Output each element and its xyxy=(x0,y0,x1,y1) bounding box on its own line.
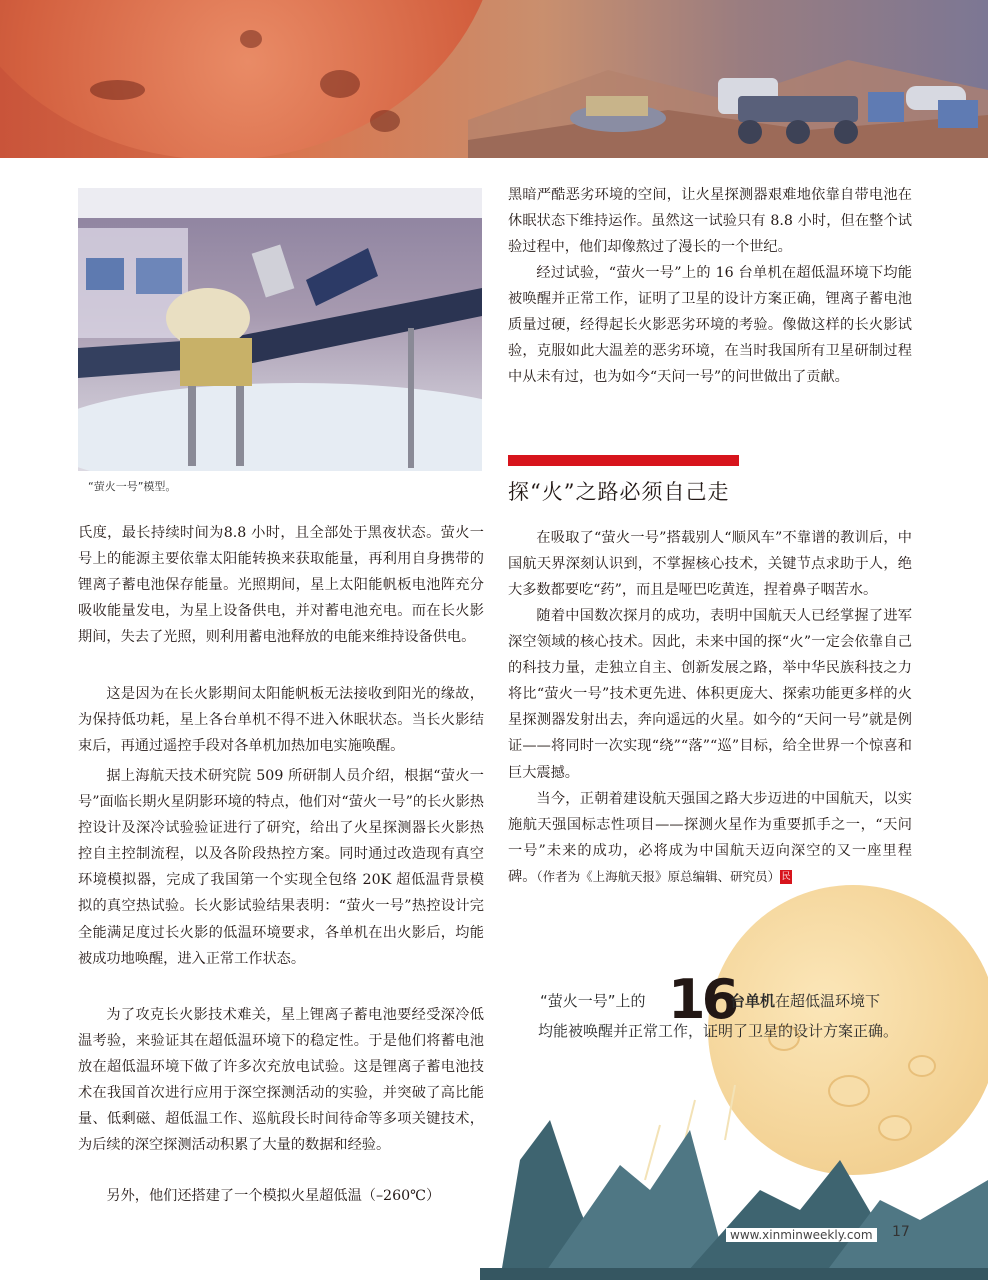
pull-quote-line2b: 证明了卫星的设计方案正确。 xyxy=(703,1022,899,1040)
article-paragraph: 据上海航天技术研究院 509 所研制人员介绍，根据“萤火一号”面临长期火星阴影环境的特点，他们对“萤火一号”的长火影热控设计及深冷试验验证进行了研究，给出了火星探测器长火影热控自主控制流程，以及各阶段热控方案。同时通过改造现有真空环境模拟器，完成了我国第一个实现全包络 20K 超低温背景模拟的真空热试验。长火影试验结果表明：“萤火一号”热控设计完全能满足度过长火影的低温环境要求，各单机在出火影后，均能被成功地唤醒，进入正常工作状态。 xyxy=(78,768,484,967)
article-paragraph: 氏度，最长持续时间为8.8 小时，且全部处于黑夜状态。萤火一号上的能源主要依靠太阳能转换来获取能量，再利用自身携带的锂离子蓄电池保存能量。光照期间，星上太阳能帆板电池阵充分吸收能量发电，为星上设备供电，并对蓄电池充电。而在长火影期间，失去了光照，则利用蓄电池释放的电能来维持设备供电。 xyxy=(78,525,484,646)
mars-planet-image xyxy=(0,0,500,158)
article-paragraph xyxy=(508,786,912,890)
pull-quote-line2 xyxy=(538,1020,898,1041)
pull-quote-unit: 台单机 xyxy=(730,992,776,1010)
article-paragraph: 黑暗严酷恶劣环境的空间，让火星探测器艰难地依靠自带电池在休眠状态下维持运作。虽然这一试验只有 8.8 小时，但在整个试验过程中，他们却像熬过了漫长的一个世纪。 xyxy=(508,187,912,256)
mountain-illustration xyxy=(480,1070,988,1280)
yinghuo-model-photo xyxy=(78,188,482,471)
section-title-accent-bar xyxy=(508,455,739,466)
author-note: （作者为《上海航天报》原总编辑、研究员） xyxy=(536,869,781,885)
page-number: 17 xyxy=(892,1224,910,1240)
article-paragraph: 随着中国数次探月的成功，表明中国航天人已经掌握了进军深空领域的核心技术。因此，未来中国的探“火”一定会依靠自己的科技力量，走独立自主、创新发展之路，举中华民族科技之力将比“萤火一号”技术更先进、体积更庞大、探索功能更多样的火星探测器发射出去，奔向遥远的火星。如今的“天问一号”就是例证——将同时一次实现“绕”“落”“巡”目标，给全世界一个惊喜和巨大震撼。 xyxy=(508,608,912,781)
article-paragraph: 另外，他们还搭建了一个模拟火星超低温（–260℃） xyxy=(106,1188,441,1204)
article-paragraph: 经过试验，“萤火一号”上的 16 台单机在超低温环境下均能被唤醒并正常工作，证明了卫星的设计方案正确，锂离子蓄电池质量过硬，经得起长火影恶劣环境的考验。像做这样的长火影试验，克服如此大温差的恶劣环境，在当时我国所有卫星研制过程中从未有过，也为如今“天问一号”的问世做出了贡献。 xyxy=(508,265,912,386)
pull-quote-line1 xyxy=(730,990,880,1011)
rover-lander-illustration xyxy=(468,0,988,158)
top-banner-illustration xyxy=(0,0,988,158)
article-paragraph: 这是因为在长火影期间太阳能帆板无法接收到阳光的缘故，为保持低功耗，星上各台单机不得不进入休眠状态。当长火影结束后，再通过遥控手段对各单机加热加电实施唤醒。 xyxy=(78,686,484,755)
footer-website: www.xinminweekly.com xyxy=(726,1228,877,1242)
article-paragraph: 在吸取了“萤火一号”搭载别人“顺风车”不靠谱的教训后，中国航天界深刻认识到，不掌握核心技术，关键节点求助于人，绝大多数都要吃“药”，而且是哑巴吃黄连，捏着鼻子咽苦水。 xyxy=(508,530,912,599)
section-title: 探“火”之路必须自己走 xyxy=(508,480,730,504)
photo-caption: “萤火一号”模型。 xyxy=(88,480,177,493)
article-paragraph-text: 当今，正朝着建设航天强国之路大步迈进的中国航天，以实施航天强国标志性项目——探测火星作为重要抓手之一，“天问一号”未来的成功，必将成为中国航天迈向深空的又一座里程碑。 xyxy=(508,791,912,886)
end-mark-logo: 民 xyxy=(781,872,791,883)
pull-quote-prefix: “萤火一号”上的 xyxy=(540,992,646,1010)
pull-quote-line2a: 均能被唤醒并正常工作， xyxy=(538,1022,704,1040)
pull-quote-number: 16 xyxy=(668,968,736,1031)
pull-quote-rest: 在超低温环境下 xyxy=(775,992,881,1010)
article-paragraph: 为了攻克长火影技术难关，星上锂离子蓄电池要经受深冷低温考验，来验证其在超低温环境下的稳定性。于是他们将蓄电池放在超低温环境下做了许多次充放电试验。这是锂离子蓄电池技术在我国首次进行应用于深空探测活动的实验，并突破了高比能量、低剩磁、超低温工作、巡航段长时间待命等多项关键技术，为后续的深空探测活动积累了大量的数据和经验。 xyxy=(78,1007,484,1154)
